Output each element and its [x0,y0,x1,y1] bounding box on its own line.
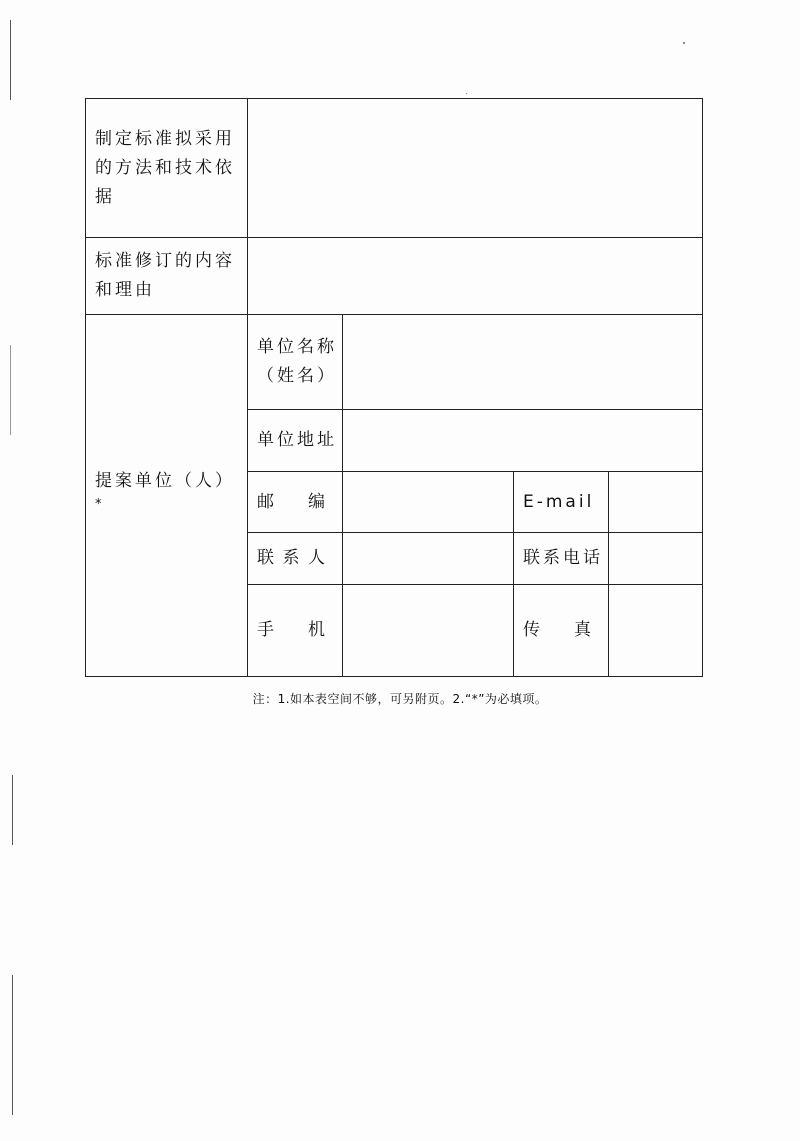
scan-edge-mark [10,20,11,100]
scan-edge-mark [10,345,11,435]
contact-person-field[interactable] [343,533,514,585]
required-mark: * [95,496,102,512]
method-basis-field[interactable] [248,99,703,238]
mobile-field[interactable] [343,585,514,677]
contact-person-label: 联 系 人 [248,533,343,585]
fax-field[interactable] [609,585,703,677]
scan-speck [683,42,685,44]
unit-address-field[interactable] [343,410,703,472]
postal-code-field[interactable] [343,472,514,533]
email-label: E-mail [514,472,609,533]
scan-speck [466,93,467,94]
scan-edge-mark [12,775,13,845]
contact-phone-field[interactable] [609,533,703,585]
email-field[interactable] [609,472,703,533]
revision-row [86,238,703,315]
contact-phone-label: 联系电话 [514,533,609,585]
postal-code-label: 邮 编 [248,472,343,533]
mobile-label: 手 机 [248,585,343,677]
proposal-form-table [85,98,703,677]
unit-name-field[interactable] [343,315,703,410]
revision-field[interactable] [248,238,703,315]
unit-name-row [86,315,703,410]
proposer-label: 提案单位（人）* [86,315,248,677]
method-basis-label: 制定标准拟采用的方法和技术依据 [86,99,248,238]
unit-name-label: 单位名称 （姓名） [248,315,343,410]
revision-label: 标准修订的内容和理由 [86,238,248,315]
scan-edge-mark [12,975,13,1115]
footnote: 注：1.如本表空间不够，可另附页。2.“*”为必填项。 [252,692,548,706]
fax-label: 传 真 [514,585,609,677]
unit-address-label: 单位地址 [248,410,343,472]
method-basis-row [86,99,703,238]
